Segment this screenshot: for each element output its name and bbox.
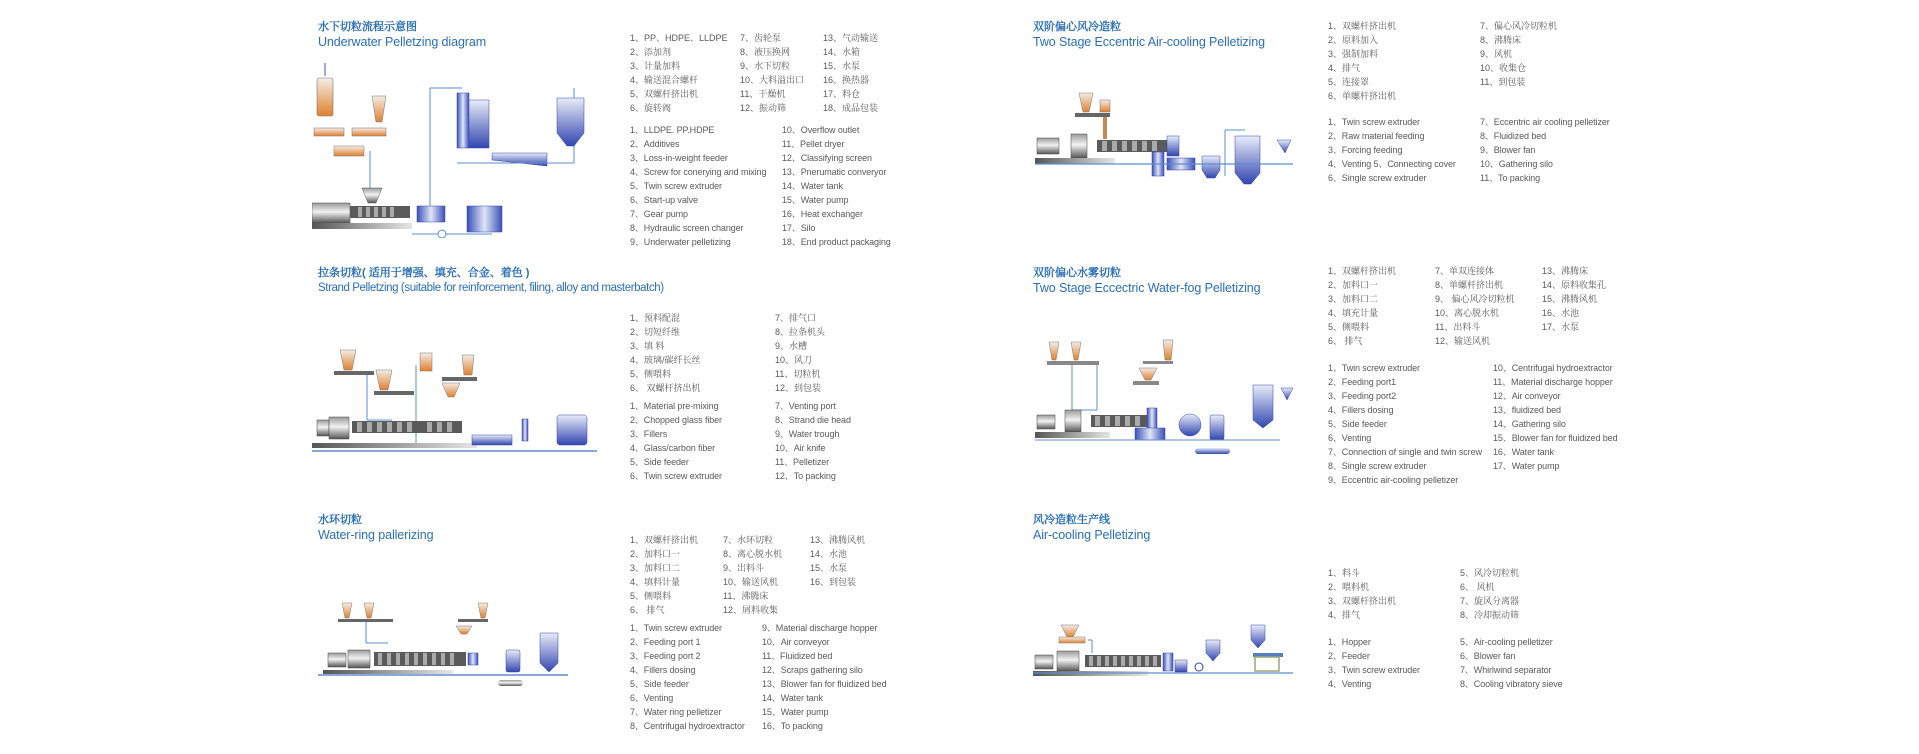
legend-item: 3、Twin screw extruder (1328, 665, 1420, 675)
legend-item: 9、Material discharge hopper (762, 623, 878, 633)
legend-item: 4、Screw for conerying and mixing (630, 167, 767, 177)
legend-item: 9、Blower fan (1480, 145, 1536, 155)
legend-item: 16、Water tank (1493, 447, 1554, 457)
legend-item: 7、单双连接体 (1435, 266, 1495, 276)
legend-item: 8、液压换网 (740, 47, 791, 57)
legend-item: 18、成品包装 (823, 103, 879, 113)
legend-item: 2、加料口一 (1328, 280, 1379, 290)
legend-item: 2、Feeding port 1 (630, 637, 701, 647)
legend-item: 2、加料口一 (630, 549, 681, 559)
legend-item: 2、Feeding port1 (1328, 377, 1397, 387)
legend-item: 9、水槽 (775, 341, 808, 351)
legend-item: 13、fluidized bed (1493, 405, 1561, 415)
legend-item: 7、Eccentric air cooling pelletizer (1480, 117, 1610, 127)
legend-item: 7、偏心风冷切粒机 (1480, 21, 1558, 31)
legend-item: 4、排气 (1328, 610, 1361, 620)
legend-item: 8、Cooling vibratory sieve (1460, 679, 1563, 689)
legend-item: 1、预料配混 (630, 313, 681, 323)
legend-item: 12、Classifying screen (782, 153, 872, 163)
legend-item: 10、Gathering silo (1480, 159, 1553, 169)
water-ring-legend-en (630, 621, 910, 741)
legend-item: 13、沸腾床 (1542, 266, 1589, 276)
legend-item: 5、侧喂料 (630, 369, 672, 379)
legend-item: 6、旋转阀 (630, 103, 672, 113)
legend-item: 1、Twin screw extruder (630, 623, 722, 633)
legend-item: 4、Venting 5、Connecting cover (1328, 159, 1456, 169)
legend-item: 16、换热器 (823, 75, 870, 85)
legend-item: 6、Venting (1328, 433, 1372, 443)
legend-item: 11、干燥机 (740, 89, 786, 99)
legend-item: 4、Venting (1328, 679, 1372, 689)
legend-item: 14、水池 (810, 549, 848, 559)
section-title-en: Strand Pelletzing (suitable for reinforcement, filing, alloy and masterbatch) (318, 282, 664, 294)
legend-item: 17、Silo (782, 223, 816, 233)
legend-item: 7、Connection of single and twin screw (1328, 447, 1482, 457)
legend-item: 4、玻璃/碳纤长丝 (630, 355, 701, 365)
legend-item: 15、水泵 (810, 563, 848, 573)
legend-item: 5、Side feeder (1328, 419, 1387, 429)
legend-item: 9、Underwater pelletizing (630, 237, 731, 247)
legend-item: 13、Blower fan for fluidized bed (762, 679, 887, 689)
legend-item: 3、填 料 (630, 341, 665, 351)
legend-item: 1、料斗 (1328, 568, 1361, 578)
section-title-cn: 双阶偏心风冷造粒 (1033, 21, 1121, 33)
section-title-cn: 风冷造粒生产线 (1033, 514, 1110, 526)
legend-item: 2、Additives (630, 139, 680, 149)
section-two-stage-water-fog (1033, 266, 1260, 296)
two-stage-water-legend-en (1328, 361, 1638, 491)
legend-item: 17、料仓 (823, 89, 861, 99)
legend-item: 3、Fillers (630, 429, 668, 439)
legend-item: 5、Side feeder (630, 679, 689, 689)
legend-item: 9、风机 (1480, 49, 1513, 59)
legend-item: 2、原料加入 (1328, 35, 1379, 45)
legend-item: 11、切粒机 (775, 369, 821, 379)
legend-item: 15、沸腾风机 (1542, 294, 1598, 304)
raw-material-hopper-icon (317, 63, 333, 116)
legend-item: 7、Gear pump (630, 209, 688, 219)
underwater-legend-en (630, 123, 910, 253)
legend-item: 1、Twin screw extruder (1328, 117, 1420, 127)
water-ring-legend-cn (630, 533, 900, 623)
legend-item: 3、Feeding port2 (1328, 391, 1397, 401)
legend-item: 8、拉条机头 (775, 327, 826, 337)
section-title-en: Air-cooling Pelletizing (1033, 528, 1151, 542)
legend-item: 15、水泵 (823, 61, 861, 71)
legend-item: 8、冷却振动筛 (1460, 610, 1520, 620)
legend-item: 7、齿轮泵 (740, 33, 782, 43)
legend-item: 14、Water tank (762, 693, 823, 703)
legend-item: 13、沸腾风机 (810, 535, 866, 545)
legend-item: 9、出料斗 (723, 563, 765, 573)
section-title-en: Two Stage Eccectric Water-fog Pelletizing (1033, 281, 1261, 295)
section-air-cooling-pelletizing (1033, 513, 1150, 543)
legend-item: 3、加料口二 (1328, 294, 1379, 304)
section-title-cn: 水环切粒 (318, 514, 362, 526)
legend-item: 8、Centrifugal hydroextractor (630, 721, 745, 731)
legend-item: 16、到包装 (810, 577, 857, 587)
legend-item: 7、Water ring pelletizer (630, 707, 722, 717)
legend-item: 5、风冷切粒机 (1460, 568, 1520, 578)
section-underwater-pelletizing (318, 20, 486, 50)
legend-item: 7、水环切粒 (723, 535, 774, 545)
legend-item: 11、到包装 (1480, 77, 1526, 87)
legend-item: 16、Heat exchanger (782, 209, 863, 219)
legend-item: 7、Venting port (775, 401, 836, 411)
legend-item: 3、计量加料 (630, 61, 681, 71)
legend-item: 5、双螺杆挤出机 (630, 89, 699, 99)
legend-item: 9、Eccentric air-cooling pelletizer (1328, 475, 1459, 485)
legend-item: 7、Whirlwind separator (1460, 665, 1552, 675)
legend-item: 7、旋风分离器 (1460, 596, 1520, 606)
legend-item: 8、单螺杆挤出机 (1435, 280, 1504, 290)
legend-item: 13、气动输送 (823, 33, 879, 43)
legend-item: 12、To packing (775, 471, 836, 481)
legend-item: 6、 风机 (1460, 582, 1495, 592)
legend-item: 10、Air conveyor (762, 637, 830, 647)
legend-item: 17、水泵 (1542, 322, 1580, 332)
legend-item: 1、LLDPE. PP.HDPE (630, 125, 715, 135)
legend-item: 1、Hopper (1328, 637, 1371, 647)
legend-item: 4、填料计量 (630, 577, 681, 587)
section-title-cn: 水下切粒流程示意图 (318, 21, 417, 33)
legend-item: 1、Material pre-mixing (630, 401, 719, 411)
legend-item: 2、添加剂 (630, 47, 672, 57)
legend-item: 15、Water pump (762, 707, 829, 717)
legend-item: 3、双螺杆挤出机 (1328, 596, 1397, 606)
legend-item: 2、Chopped glass fiber (630, 415, 722, 425)
legend-item: 6、Start-up valve (630, 195, 698, 205)
legend-item: 1、PP、HDPE、LLDPE (630, 33, 728, 43)
legend-item: 11、沸腾床 (723, 591, 769, 601)
legend-item: 8、Hydraulic screen changer (630, 223, 744, 233)
legend-item: 9、水下切粒 (740, 61, 791, 71)
legend-item: 6、 双螺杆挤出机 (630, 383, 701, 393)
section-strand-pelletizing (318, 266, 664, 296)
legend-item: 12、振动筛 (740, 103, 787, 113)
legend-item: 5、Twin screw extruder (630, 181, 722, 191)
section-water-ring-pelletizing (318, 513, 433, 543)
legend-item: 4、输送混合螺杆 (630, 75, 699, 85)
legend-item: 12、Air conveyor (1493, 391, 1561, 401)
two-stage-air-cooling-diagram (1035, 88, 1305, 198)
legend-item: 1、双螺杆挤出机 (1328, 21, 1397, 31)
legend-item: 11、Fluidized bed (762, 651, 833, 661)
legend-item: 3、Feeding port 2 (630, 651, 701, 661)
section-title-en: Underwater Pelletzing diagram (318, 35, 487, 49)
strand-legend-cn (630, 311, 880, 401)
legend-item: 5、侧喂料 (630, 591, 672, 601)
legend-item: 15、Water pump (782, 195, 849, 205)
legend-item: 17、Water pump (1493, 461, 1560, 471)
underwater-legend-cn (630, 31, 900, 121)
legend-item: 16、To packing (762, 721, 823, 731)
water-ring-pelletizing-diagram (318, 598, 578, 698)
legend-item: 10、风刀 (775, 355, 813, 365)
legend-item: 1、双螺杆挤出机 (630, 535, 699, 545)
section-title-cn: 双阶偏心水雾切粒 (1033, 267, 1121, 279)
legend-item: 6、 排气 (1328, 336, 1363, 346)
legend-item: 8、离心脱水机 (723, 549, 783, 559)
section-two-stage-air-cooling (1033, 20, 1265, 50)
legend-item: 5、Side feeder (630, 457, 689, 467)
legend-item: 10、输送风机 (723, 577, 779, 587)
legend-item: 11、出料斗 (1435, 322, 1481, 332)
legend-item: 10、收集仓 (1480, 63, 1527, 73)
legend-item: 3、强制加料 (1328, 49, 1379, 59)
legend-item: 11、To packing (1480, 173, 1541, 183)
legend-item: 12、到包装 (775, 383, 822, 393)
legend-item: 15、Blower fan for fluidized bed (1493, 433, 1618, 443)
legend-item: 16、水池 (1542, 308, 1580, 318)
legend-item: 11、Material discharge hopper (1493, 377, 1613, 387)
section-title-cn: 拉条切粒( 适用于增强、填充、合金、着色 ) (318, 267, 530, 279)
legend-item: 4、Fillers dosing (630, 665, 696, 675)
air-cooling-legend-en (1328, 635, 1598, 695)
legend-item: 18、End product packaging (782, 237, 891, 247)
legend-item: 4、Glass/carbon fiber (630, 443, 716, 453)
two-stage-air-legend-en (1328, 115, 1628, 190)
legend-item: 3、Loss-in-weight feeder (630, 153, 728, 163)
legend-item: 4、Fillers dosing (1328, 405, 1394, 415)
legend-item: 6、Single screw extruder (1328, 173, 1427, 183)
legend-item: 10、Overflow outlet (782, 125, 860, 135)
section-title-en: Water-ring pallerizing (318, 528, 434, 542)
legend-item: 6、Blower fan (1460, 651, 1516, 661)
legend-item: 6、Venting (630, 693, 674, 703)
legend-item: 10、离心脱水机 (1435, 308, 1500, 318)
legend-item: 3、加料口二 (630, 563, 681, 573)
legend-item: 12、输送风机 (1435, 336, 1491, 346)
legend-item: 1、Twin screw extruder (1328, 363, 1420, 373)
legend-item: 14、Gathering silo (1493, 419, 1566, 429)
legend-item: 13、Pnerumatic converyor (782, 167, 887, 177)
legend-item: 5、连接罩 (1328, 77, 1370, 87)
legend-item: 12、屑料收集 (723, 605, 779, 615)
legend-item: 6、Twin screw extruder (630, 471, 722, 481)
legend-item: 10、Centrifugal hydroextractor (1493, 363, 1613, 373)
two-stage-water-legend-cn (1328, 264, 1618, 354)
legend-item: 14、原料收集孔 (1542, 280, 1607, 290)
legend-item: 2、Raw material feeding (1328, 131, 1425, 141)
section-title-en: Two Stage Eccentric Air-cooling Pelletizing (1033, 35, 1265, 49)
legend-item: 4、排气 (1328, 63, 1361, 73)
legend-item: 3、Forcing feeding (1328, 145, 1403, 155)
legend-item: 4、填充计量 (1328, 308, 1379, 318)
legend-item: 2、Feeder (1328, 651, 1370, 661)
two-stage-water-fog-diagram (1035, 330, 1300, 470)
legend-item: 12、Scraps gathering silo (762, 665, 863, 675)
air-cooling-legend-cn (1328, 566, 1598, 626)
legend-item: 8、Strand die head (775, 415, 851, 425)
legend-item: 8、Fluidized bed (1480, 131, 1547, 141)
legend-item: 9、Water trough (775, 429, 840, 439)
legend-item: 9、 偏心风冷切粒机 (1435, 294, 1515, 304)
legend-item: 14、水箱 (823, 47, 861, 57)
air-cooling-pelletizing-diagram (1033, 615, 1298, 690)
legend-item: 2、喂料机 (1328, 582, 1370, 592)
legend-item: 8、沸腾床 (1480, 35, 1522, 45)
strand-pelletizing-diagram (312, 335, 602, 460)
legend-item: 5、Air-cooling pelletizer (1460, 637, 1553, 647)
legend-item: 5、侧喂料 (1328, 322, 1370, 332)
legend-item: 6、 排气 (630, 605, 665, 615)
legend-item: 10、大料溢出口 (740, 75, 805, 85)
legend-item: 7、排气口 (775, 313, 817, 323)
legend-item: 14、Water tank (782, 181, 843, 191)
legend-item: 8、Single screw extruder (1328, 461, 1427, 471)
legend-item: 11、Pellet dryer (782, 139, 845, 149)
legend-item: 11、Pelletizer (775, 457, 830, 467)
legend-item: 2、切短纤维 (630, 327, 681, 337)
legend-item: 10、Air knife (775, 443, 826, 453)
strand-legend-en (630, 399, 880, 489)
two-stage-air-legend-cn (1328, 19, 1628, 109)
legend-item: 6、单螺杆挤出机 (1328, 91, 1397, 101)
underwater-pelletizing-diagram (312, 58, 602, 238)
legend-item: 1、双螺杆挤出机 (1328, 266, 1397, 276)
